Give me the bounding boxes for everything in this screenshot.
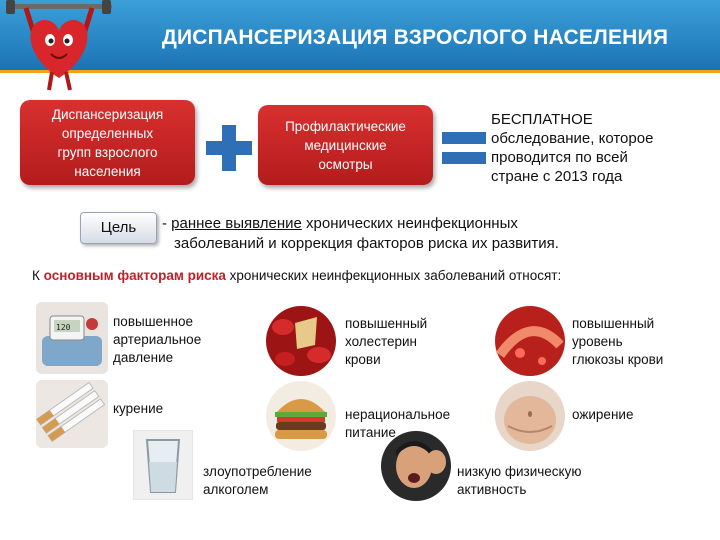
factors-intro	[32, 268, 712, 283]
cholesterol-photo	[265, 305, 337, 377]
factor-line: повышенное	[113, 314, 193, 329]
intro-highlight: основным факторам риска	[43, 268, 226, 283]
factor-label	[113, 400, 163, 418]
tired-man-photo	[380, 430, 452, 502]
cigarettes-photo	[36, 380, 108, 448]
goal-text	[162, 214, 717, 254]
factor-label	[572, 315, 663, 369]
obesity-photo	[494, 380, 566, 452]
box2-line: Профилактические	[285, 118, 406, 134]
blood-pressure-photo	[36, 302, 108, 374]
box2-line: осмотры	[318, 156, 373, 172]
goal-dash: -	[162, 215, 172, 232]
factor-line: холестерин	[345, 334, 417, 349]
goal-line2: заболеваний и коррекция факторов риска их развития.	[174, 235, 559, 252]
factor-line: злоупотребление	[203, 464, 312, 479]
equals-icon	[442, 126, 486, 170]
result-line: проводится по всей	[491, 149, 628, 166]
factor-label	[113, 313, 201, 367]
plus-icon	[206, 125, 252, 171]
alcohol-glass-photo	[133, 430, 193, 500]
box1-line: населения	[74, 163, 141, 179]
box1-line: групп взрослого	[57, 144, 158, 160]
result-line: БЕСПЛАТНОЕ	[491, 111, 593, 128]
heart-mascot-icon	[4, 0, 116, 92]
factor-line: глюкозы крови	[572, 352, 664, 367]
result-line: стране с 2013 года	[491, 168, 623, 185]
intro-suffix: хронических неинфекционных заболеваний относят:	[225, 268, 562, 283]
box1-line: Диспансеризация	[51, 106, 164, 122]
glucose-photo	[494, 305, 566, 377]
svg-text:120: 120	[56, 323, 71, 332]
factor-line: повышенный	[572, 316, 655, 331]
goal-line1-rest: хронических неинфекционных	[301, 215, 518, 232]
factor-line: уровень	[572, 334, 623, 349]
factor-label	[457, 463, 581, 499]
factor-line: артериальное	[113, 332, 202, 347]
burger-photo	[265, 380, 337, 452]
goal-underlined: раннее выявление	[171, 215, 302, 232]
factor-label	[345, 315, 427, 369]
box-preventive-exams	[258, 105, 433, 185]
factor-line: низкую физическую	[457, 464, 582, 479]
factor-line: активность	[457, 482, 527, 497]
factor-line: алкоголем	[203, 482, 269, 497]
factor-line: курение	[113, 401, 164, 416]
box1-line: определенных	[61, 125, 154, 141]
factor-line: давление	[113, 350, 174, 365]
factor-line: ожирение	[572, 407, 634, 422]
intro-prefix: К	[32, 268, 44, 283]
factor-label	[572, 406, 633, 424]
factor-line: питание	[345, 425, 396, 440]
factor-line: повышенный	[345, 316, 428, 331]
factor-label	[203, 463, 312, 499]
factor-line: крови	[345, 352, 381, 367]
result-line: обследование, которое	[491, 130, 654, 147]
box-dispensary	[20, 100, 195, 185]
page-title: ДИСПАНСЕРИЗАЦИЯ ВЗРОСЛОГО НАСЕЛЕНИЯ	[161, 26, 669, 49]
factor-line: нерациональное	[345, 407, 451, 422]
goal-button[interactable]: Цель	[80, 212, 157, 244]
box2-line: медицинские	[304, 137, 387, 153]
result-text	[491, 110, 716, 186]
